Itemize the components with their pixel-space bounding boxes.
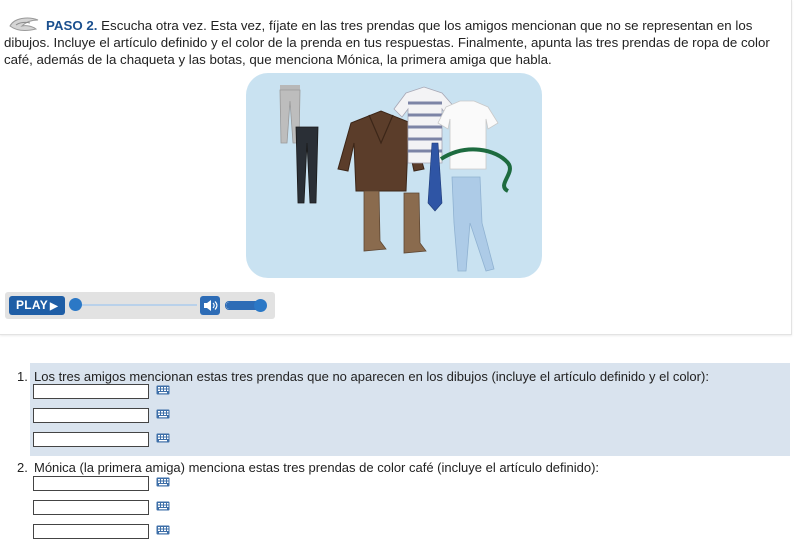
instructions	[4, 17, 786, 68]
progress-track[interactable]	[77, 304, 197, 306]
keyboard-icon[interactable]	[156, 385, 170, 395]
play-triangle-icon: ▶	[50, 301, 59, 312]
answer-field[interactable]	[33, 524, 149, 539]
volume-handle[interactable]	[254, 299, 267, 312]
question-1-number: 1.	[17, 369, 28, 384]
progress-handle[interactable]	[69, 298, 82, 311]
keyboard-icon[interactable]	[156, 433, 170, 443]
question-2-number: 2.	[17, 460, 28, 475]
keyboard-icon[interactable]	[156, 477, 170, 487]
question-1-text: Los tres amigos mencionan estas tres prendas que no aparecen en los dibujos (incluye el artículo definido y el color):	[34, 369, 709, 384]
clothing-illustration	[246, 73, 542, 278]
answer-field[interactable]	[33, 384, 149, 399]
answer-field[interactable]	[33, 408, 149, 423]
keyboard-icon[interactable]	[156, 409, 170, 419]
play-label: PLAY	[15, 298, 49, 312]
question-2-text: Mónica (la primera amiga) menciona estas tres prendas de color café (incluye el artículo definido):	[34, 460, 600, 475]
keyboard-icon[interactable]	[156, 525, 170, 535]
answer-field[interactable]	[33, 500, 149, 515]
keyboard-icon[interactable]	[156, 501, 170, 511]
speaker-icon	[200, 296, 220, 315]
step-label: PASO 2.	[46, 18, 98, 33]
instructions-text: Escucha otra vez. Esta vez, fíjate en las tres prendas que los amigos mencionan que no se representan en los dibujos. Incluye el artículo definido y el color de la prenda en tus respuestas. Finalmente, apunta las tres prendas de ropa de color café, además de la chaqueta y las botas, que menciona Mónica, la primera amiga que habla.	[4, 18, 770, 67]
play-button[interactable]	[9, 296, 65, 315]
volume-button[interactable]	[200, 296, 220, 315]
audio-player	[5, 292, 275, 319]
answer-field[interactable]	[33, 432, 149, 447]
answer-field[interactable]	[33, 476, 149, 491]
